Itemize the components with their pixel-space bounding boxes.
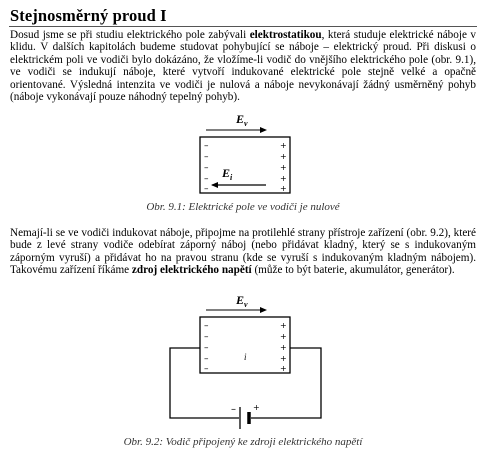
fig1-induced-field-label: $E_i$ [222,166,233,182]
plus-charge: + [280,174,287,183]
minus-charge: – [204,152,209,162]
minus-charge: – [204,343,209,353]
fig2-external-field-label: $E_v$ [236,293,248,309]
paragraph-source-bold: zdroj elektrického napětí [131,264,252,277]
figure-9-1 [200,112,290,194]
page-title: Stejnosměrný proud I [10,6,167,25]
figure-9-2-caption: Obr. 9.2: Vodič připojený ke zdroji elektrického napětí [123,436,363,448]
fig1-external-field-label: $E_v$ [236,112,248,128]
minus-charge: – [204,163,209,173]
paragraph-source [10,227,476,277]
minus-charge: – [204,174,209,184]
paragraph-intro-bold: elektrostatikou [249,29,322,41]
paragraph-intro-rest: , která studuje elektrické náboje v klidu. V dalších kapitolách budeme studovat pohybující se náboje – elektrický proud. Při diskusi o elektrickém poli ve vodiči bylo dokázáno, že vložíme-li vodič do vnějšího elektrického pole (obr. 9.1), ve vodiči se indukují náboje, které vytvoří indukované elektrické pole stejně velké a opačně orientované. Výsledná intenzita ve vodiči je nulová a náboje nevykonávají žádný usměrněný pohyb (náboje vykonávají pouze náhodný tepelný pohyb). [10,29,476,104]
fig2-left-charges [204,321,209,374]
plus-charge: + [280,343,287,352]
plus-charge: + [280,141,287,150]
plus-charge: + [280,354,287,363]
plus-charge: + [280,152,287,161]
minus-charge: – [204,364,209,374]
minus-charge: – [204,141,209,151]
paragraph-intro-lead: Dosud jsme se při studiu elektrického pole zabývali [10,29,250,41]
fig2-current-label: i [244,352,247,362]
plus-charge: + [280,321,287,330]
plus-charge: + [280,163,287,172]
battery-minus-sign: – [231,404,236,415]
minus-charge: – [204,332,209,342]
figure-9-2 [170,293,321,429]
minus-charge: – [204,321,209,331]
minus-charge: – [204,354,209,364]
fig1-negative-charges [204,141,209,194]
plus-charge: + [280,184,287,193]
plus-charge: + [280,364,287,373]
plus-charge: + [280,332,287,341]
fig2-conductor [200,317,290,373]
battery-plus-sign: + [253,403,260,412]
figure-9-1-caption: Obr. 9.1: Elektrické pole ve vodiči je nulové [146,201,340,213]
minus-charge: – [204,184,209,194]
fig1-positive-charges [280,141,287,193]
fig2-battery-symbol [231,403,260,429]
fig2-right-charges [280,321,287,373]
paragraph-source-lead: Nemají-li se ve vodiči indukovat náboje, připojme na protilehlé strany přístroje zařízení (obr. 9.2), které bude z levé strany vodiče odebírat záporný náboj (nebo přidávat kladný, který se s indukovaným záporným vyruší) a přidávat ho na pravou stranu (kde se vyruší s indukovaným kladným nábojem). Takovému zařízení říkáme [10,227,476,277]
paragraph-source-rest: (může to být baterie, akumulátor, generátor). [251,264,455,277]
